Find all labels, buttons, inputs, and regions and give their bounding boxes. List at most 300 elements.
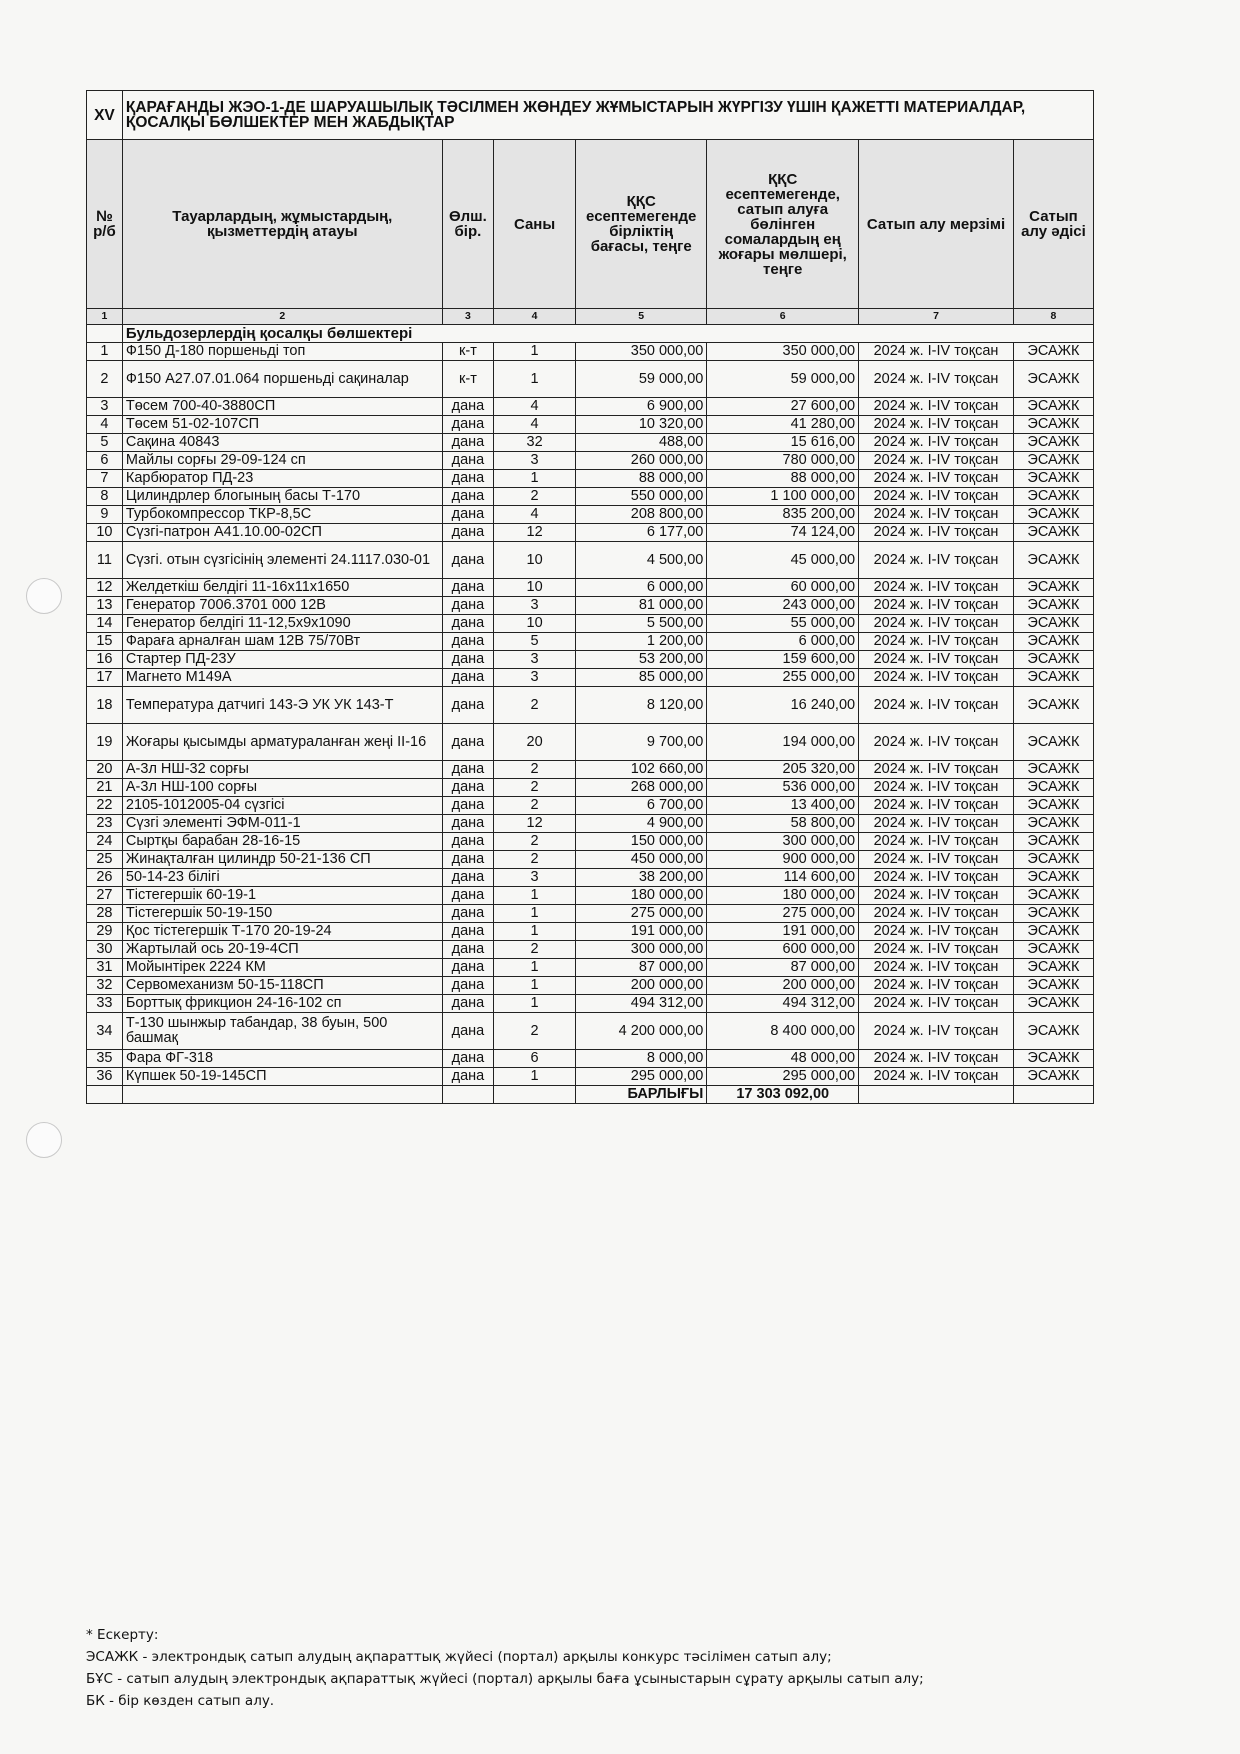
cell-no: 3 (87, 398, 123, 416)
cell-method: ЭСАЖК (1013, 724, 1093, 761)
cell-price: 300 000,00 (576, 941, 707, 959)
cell-qty: 3 (494, 869, 576, 887)
cell-price: 494 312,00 (576, 995, 707, 1013)
table-row (87, 615, 1094, 633)
cell-price: 88 000,00 (576, 470, 707, 488)
cell-name: Сервомеханизм 50-15-118СП (122, 977, 442, 995)
table-row (87, 416, 1094, 434)
cell-name: Фараға арналған шам 12В 75/70Вт (122, 633, 442, 651)
cell-price: 10 320,00 (576, 416, 707, 434)
cell-term: 2024 ж. I-IV тоқсан (859, 815, 1014, 833)
cell-qty: 1 (494, 343, 576, 361)
cell-name: Төсем 51-02-107СП (122, 416, 442, 434)
cell-no: 9 (87, 506, 123, 524)
punch-hole-bottom (26, 1122, 62, 1158)
cell-unit: дана (442, 833, 493, 851)
cell-no: 22 (87, 797, 123, 815)
cell-term: 2024 ж. I-IV тоқсан (859, 887, 1014, 905)
footnote-line: БК - бір көзден сатып алу. (86, 1693, 275, 1709)
cell-price: 81 000,00 (576, 597, 707, 615)
cell-no: 15 (87, 633, 123, 651)
cell-sum: 780 000,00 (707, 452, 859, 470)
cell-price: 38 200,00 (576, 869, 707, 887)
cell-qty: 1 (494, 959, 576, 977)
cell-price: 8 120,00 (576, 687, 707, 724)
cell-name: Турбокомпрессор ТКР-8,5С (122, 506, 442, 524)
table-row (87, 815, 1094, 833)
cell-sum: 45 000,00 (707, 542, 859, 579)
footnotes (86, 1624, 924, 1712)
cell-method: ЭСАЖК (1013, 488, 1093, 506)
cell-method: ЭСАЖК (1013, 343, 1093, 361)
cell-unit: дана (442, 687, 493, 724)
cell-sum: 243 000,00 (707, 597, 859, 615)
cell-sum: 536 000,00 (707, 779, 859, 797)
cell-name: Стартер ПД-23У (122, 651, 442, 669)
cell-term: 2024 ж. I-IV тоқсан (859, 597, 1014, 615)
cell-no: 30 (87, 941, 123, 959)
total-value: 17 303 092,00 (707, 1086, 859, 1104)
table-row (87, 833, 1094, 851)
cell-name: Жартылай ось 20-19-4СП (122, 941, 442, 959)
cell-unit: дана (442, 488, 493, 506)
cell-sum: 48 000,00 (707, 1050, 859, 1068)
cell-price: 4 500,00 (576, 542, 707, 579)
cell-no: 24 (87, 833, 123, 851)
cell-no: 32 (87, 977, 123, 995)
table-title: ҚАРАҒАНДЫ ЖЭО-1-ДЕ ШАРУАШЫЛЫҚ ТӘСІЛМЕН ЖӨНДЕУ ЖҰМЫСТАРЫН ЖҮРГІЗУ ҮШІН ҚАЖЕТТІ МАТЕРИАЛДАР, ҚОСАЛҚЫ БӨЛШЕКТЕР МЕН ЖАБДЫҚТАР (122, 91, 1093, 140)
cell-name: Фара ФГ-318 (122, 1050, 442, 1068)
cell-method: ЭСАЖК (1013, 1013, 1093, 1050)
cell-no: 6 (87, 452, 123, 470)
cell-term: 2024 ж. I-IV тоқсан (859, 434, 1014, 452)
total-label: БАРЛЫҒЫ (576, 1086, 707, 1104)
cell-qty: 2 (494, 488, 576, 506)
cell-sum: 255 000,00 (707, 669, 859, 687)
cell-method: ЭСАЖК (1013, 779, 1093, 797)
cell-method: ЭСАЖК (1013, 959, 1093, 977)
col-number: 2 (122, 309, 442, 325)
cell-price: 550 000,00 (576, 488, 707, 506)
cell-qty: 1 (494, 995, 576, 1013)
cell-term: 2024 ж. I-IV тоқсан (859, 398, 1014, 416)
cell-name: Т-130 шынжыр табандар, 38 буын, 500 башмақ (122, 1013, 442, 1050)
cell-qty: 2 (494, 833, 576, 851)
cell-method: ЭСАЖК (1013, 579, 1093, 597)
cell-method: ЭСАЖК (1013, 995, 1093, 1013)
cell-price: 59 000,00 (576, 361, 707, 398)
table-row (87, 651, 1094, 669)
table-row (87, 597, 1094, 615)
cell-no: 33 (87, 995, 123, 1013)
cell-sum: 16 240,00 (707, 687, 859, 724)
cell-qty: 2 (494, 687, 576, 724)
cell-no: 4 (87, 416, 123, 434)
cell-term: 2024 ж. I-IV тоқсан (859, 869, 1014, 887)
cell-name: Мойынтірек 2224 КМ (122, 959, 442, 977)
cell-term: 2024 ж. I-IV тоқсан (859, 851, 1014, 869)
cell-price: 295 000,00 (576, 1068, 707, 1086)
cell-no: 11 (87, 542, 123, 579)
cell-name: Сүзгі элементі ЭФМ-011-1 (122, 815, 442, 833)
cell-unit: дана (442, 669, 493, 687)
cell-qty: 3 (494, 651, 576, 669)
cell-unit: дана (442, 633, 493, 651)
cell-qty: 32 (494, 434, 576, 452)
cell-price: 275 000,00 (576, 905, 707, 923)
cell-qty: 10 (494, 615, 576, 633)
header-name: Тауарлардың, жұмыстардың, қызметтердің атауы (122, 140, 442, 309)
cell-qty: 12 (494, 524, 576, 542)
cell-no: 19 (87, 724, 123, 761)
cell-term: 2024 ж. I-IV тоқсан (859, 579, 1014, 597)
cell-sum: 1 100 000,00 (707, 488, 859, 506)
cell-method: ЭСАЖК (1013, 833, 1093, 851)
table-row (87, 470, 1094, 488)
cell-unit: дана (442, 779, 493, 797)
cell-no: 36 (87, 1068, 123, 1086)
col-number: 8 (1013, 309, 1093, 325)
cell-sum: 350 000,00 (707, 343, 859, 361)
cell-unit: дана (442, 506, 493, 524)
col-number: 1 (87, 309, 123, 325)
cell-unit: дана (442, 905, 493, 923)
cell-unit: дана (442, 1068, 493, 1086)
table-row (87, 633, 1094, 651)
cell-unit: дана (442, 597, 493, 615)
cell-price: 6 177,00 (576, 524, 707, 542)
cell-qty: 2 (494, 761, 576, 779)
cell-qty: 2 (494, 941, 576, 959)
cell-method: ЭСАЖК (1013, 633, 1093, 651)
cell-name: 2105-1012005-04 сүзгісі (122, 797, 442, 815)
cell-term: 2024 ж. I-IV тоқсан (859, 416, 1014, 434)
col-number: 5 (576, 309, 707, 325)
cell-term: 2024 ж. I-IV тоқсан (859, 833, 1014, 851)
section-title: Бульдозерлердің қосалқы бөлшектері (122, 325, 1093, 343)
table-row (87, 687, 1094, 724)
cell-no: 1 (87, 343, 123, 361)
cell-qty: 4 (494, 416, 576, 434)
cell-unit: дана (442, 869, 493, 887)
table-row (87, 488, 1094, 506)
cell-sum: 900 000,00 (707, 851, 859, 869)
cell-unit: дана (442, 923, 493, 941)
cell-sum: 6 000,00 (707, 633, 859, 651)
cell-unit: дана (442, 761, 493, 779)
cell-method: ЭСАЖК (1013, 905, 1093, 923)
cell-qty: 2 (494, 779, 576, 797)
cell-method: ЭСАЖК (1013, 597, 1093, 615)
cell-qty: 2 (494, 1013, 576, 1050)
table-row (87, 579, 1094, 597)
cell-name: Сүзгі-патрон А41.10.00-02СП (122, 524, 442, 542)
cell-sum: 159 600,00 (707, 651, 859, 669)
cell-no: 29 (87, 923, 123, 941)
cell-unit: дана (442, 398, 493, 416)
cell-qty: 3 (494, 452, 576, 470)
cell-no: 25 (87, 851, 123, 869)
cell-price: 488,00 (576, 434, 707, 452)
cell-name: Жинақталған цилиндр 50-21-136 СП (122, 851, 442, 869)
table-row (87, 361, 1094, 398)
header-term: Сатып алу мерзімі (859, 140, 1014, 309)
cell-sum: 205 320,00 (707, 761, 859, 779)
header-qty: Саны (494, 140, 576, 309)
header-method: Сатып алу әдісі (1013, 140, 1093, 309)
cell-method: ЭСАЖК (1013, 797, 1093, 815)
cell-unit: дана (442, 615, 493, 633)
cell-method: ЭСАЖК (1013, 506, 1093, 524)
table-row (87, 398, 1094, 416)
cell-name: Магнето М149А (122, 669, 442, 687)
cell-term: 2024 ж. I-IV тоқсан (859, 524, 1014, 542)
cell-name: Сүзгі. отын сүзгісінің элементі 24.1117.030-01 (122, 542, 442, 579)
cell-price: 4 900,00 (576, 815, 707, 833)
table-row (87, 923, 1094, 941)
cell-price: 150 000,00 (576, 833, 707, 851)
cell-no: 28 (87, 905, 123, 923)
cell-unit: дана (442, 1050, 493, 1068)
cell-no: 8 (87, 488, 123, 506)
cell-no: 18 (87, 687, 123, 724)
cell-price: 1 200,00 (576, 633, 707, 651)
cell-sum: 191 000,00 (707, 923, 859, 941)
cell-qty: 1 (494, 361, 576, 398)
cell-method: ЭСАЖК (1013, 651, 1093, 669)
cell-term: 2024 ж. I-IV тоқсан (859, 1050, 1014, 1068)
cell-method: ЭСАЖК (1013, 416, 1093, 434)
cell-name: Сыртқы барабан 28-16-15 (122, 833, 442, 851)
cell-term: 2024 ж. I-IV тоқсан (859, 669, 1014, 687)
cell-price: 102 660,00 (576, 761, 707, 779)
cell-unit: дана (442, 887, 493, 905)
cell-unit: дана (442, 416, 493, 434)
cell-qty: 10 (494, 579, 576, 597)
cell-sum: 87 000,00 (707, 959, 859, 977)
cell-no: 21 (87, 779, 123, 797)
table-row (87, 941, 1094, 959)
section-number: XV (87, 91, 123, 140)
cell-method: ЭСАЖК (1013, 851, 1093, 869)
cell-name: Ф150 А27.07.01.064 поршеньді сақиналар (122, 361, 442, 398)
cell-term: 2024 ж. I-IV тоқсан (859, 615, 1014, 633)
cell-method: ЭСАЖК (1013, 542, 1093, 579)
cell-price: 350 000,00 (576, 343, 707, 361)
cell-no: 5 (87, 434, 123, 452)
table-row (87, 869, 1094, 887)
cell-qty: 4 (494, 398, 576, 416)
cell-method: ЭСАЖК (1013, 615, 1093, 633)
cell-qty: 1 (494, 1068, 576, 1086)
cell-name: Қос тістегершік Т-170 20-19-24 (122, 923, 442, 941)
cell-sum: 74 124,00 (707, 524, 859, 542)
col-number: 6 (707, 309, 859, 325)
cell-term: 2024 ж. I-IV тоқсан (859, 470, 1014, 488)
cell-method: ЭСАЖК (1013, 941, 1093, 959)
cell-price: 9 700,00 (576, 724, 707, 761)
footnote-heading: * Ескерту: (86, 1627, 159, 1643)
cell-name: Желдеткіш белдігі 11-16х11х1650 (122, 579, 442, 597)
cell-sum: 15 616,00 (707, 434, 859, 452)
cell-unit: дана (442, 797, 493, 815)
cell-unit: дана (442, 452, 493, 470)
cell-sum: 600 000,00 (707, 941, 859, 959)
cell-method: ЭСАЖК (1013, 524, 1093, 542)
cell-no: 31 (87, 959, 123, 977)
cell-qty: 1 (494, 887, 576, 905)
cell-name: 50-14-23 білігі (122, 869, 442, 887)
cell-price: 8 000,00 (576, 1050, 707, 1068)
materials-table (86, 90, 1094, 1104)
cell-method: ЭСАЖК (1013, 669, 1093, 687)
cell-price: 53 200,00 (576, 651, 707, 669)
cell-unit: дана (442, 1013, 493, 1050)
cell-no: 14 (87, 615, 123, 633)
cell-unit: дана (442, 959, 493, 977)
cell-term: 2024 ж. I-IV тоқсан (859, 923, 1014, 941)
table-row (87, 542, 1094, 579)
cell-unit: дана (442, 579, 493, 597)
table-row (87, 452, 1094, 470)
cell-term: 2024 ж. I-IV тоқсан (859, 959, 1014, 977)
table-row (87, 887, 1094, 905)
cell-qty: 3 (494, 669, 576, 687)
cell-qty: 1 (494, 470, 576, 488)
table-row (87, 995, 1094, 1013)
cell-no: 13 (87, 597, 123, 615)
cell-sum: 194 000,00 (707, 724, 859, 761)
cell-no: 17 (87, 669, 123, 687)
cell-sum: 180 000,00 (707, 887, 859, 905)
cell-price: 5 500,00 (576, 615, 707, 633)
cell-name: Карбюратор ПД-23 (122, 470, 442, 488)
table-row (87, 797, 1094, 815)
cell-term: 2024 ж. I-IV тоқсан (859, 633, 1014, 651)
cell-sum: 55 000,00 (707, 615, 859, 633)
cell-method: ЭСАЖК (1013, 977, 1093, 995)
cell-sum: 88 000,00 (707, 470, 859, 488)
cell-method: ЭСАЖК (1013, 761, 1093, 779)
col-number: 3 (442, 309, 493, 325)
cell-name: Ф150 Д-180 поршеньді топ (122, 343, 442, 361)
cell-term: 2024 ж. I-IV тоқсан (859, 361, 1014, 398)
table-row (87, 779, 1094, 797)
cell-name: А-3л НШ-32 сорғы (122, 761, 442, 779)
cell-price: 208 800,00 (576, 506, 707, 524)
cell-term: 2024 ж. I-IV тоқсан (859, 687, 1014, 724)
table-title-row (87, 91, 1094, 140)
cell-sum: 300 000,00 (707, 833, 859, 851)
cell-sum: 494 312,00 (707, 995, 859, 1013)
cell-method: ЭСАЖК (1013, 470, 1093, 488)
cell-sum: 60 000,00 (707, 579, 859, 597)
cell-sum: 275 000,00 (707, 905, 859, 923)
cell-no: 7 (87, 470, 123, 488)
cell-price: 268 000,00 (576, 779, 707, 797)
footnote-line: ЭСАЖК - электрондық сатып алудың ақпараттық жүйесі (портал) арқылы конкурс тәсілімен сатып алу; (86, 1649, 832, 1665)
cell-name: Тістегершік 50-19-150 (122, 905, 442, 923)
cell-method: ЭСАЖК (1013, 434, 1093, 452)
cell-method: ЭСАЖК (1013, 923, 1093, 941)
cell-no: 20 (87, 761, 123, 779)
cell-unit: дана (442, 470, 493, 488)
cell-term: 2024 ж. I-IV тоқсан (859, 995, 1014, 1013)
cell-term: 2024 ж. I-IV тоқсан (859, 542, 1014, 579)
cell-sum: 41 280,00 (707, 416, 859, 434)
cell-unit: дана (442, 542, 493, 579)
cell-price: 180 000,00 (576, 887, 707, 905)
table-row (87, 724, 1094, 761)
cell-method: ЭСАЖК (1013, 687, 1093, 724)
cell-no: 12 (87, 579, 123, 597)
cell-term: 2024 ж. I-IV тоқсан (859, 977, 1014, 995)
table-row (87, 761, 1094, 779)
cell-no: 34 (87, 1013, 123, 1050)
table-row (87, 851, 1094, 869)
cell-no: 35 (87, 1050, 123, 1068)
cell-term: 2024 ж. I-IV тоқсан (859, 343, 1014, 361)
cell-name: Майлы сорғы 29-09-124 сп (122, 452, 442, 470)
table-row (87, 977, 1094, 995)
table-row (87, 506, 1094, 524)
cell-method: ЭСАЖК (1013, 398, 1093, 416)
cell-qty: 3 (494, 597, 576, 615)
header-unit: Өлш. бір. (442, 140, 493, 309)
col-number: 4 (494, 309, 576, 325)
cell-term: 2024 ж. I-IV тоқсан (859, 506, 1014, 524)
cell-no: 23 (87, 815, 123, 833)
cell-price: 6 000,00 (576, 579, 707, 597)
table-row (87, 1068, 1094, 1086)
cell-no: 2 (87, 361, 123, 398)
header-sum: ҚҚС есептемегенде, сатып алуға бөлінген сомалардың ең жоғары мөлшері, теңге (707, 140, 859, 309)
table-row (87, 1050, 1094, 1068)
table-row (87, 905, 1094, 923)
table-row (87, 669, 1094, 687)
cell-qty: 5 (494, 633, 576, 651)
cell-term: 2024 ж. I-IV тоқсан (859, 488, 1014, 506)
cell-term: 2024 ж. I-IV тоқсан (859, 651, 1014, 669)
cell-method: ЭСАЖК (1013, 815, 1093, 833)
cell-unit: дана (442, 977, 493, 995)
table-row (87, 434, 1094, 452)
cell-unit: дана (442, 651, 493, 669)
cell-term: 2024 ж. I-IV тоқсан (859, 941, 1014, 959)
cell-unit: дана (442, 815, 493, 833)
header-no: № р/б (87, 140, 123, 309)
section-row (87, 325, 1094, 343)
cell-method: ЭСАЖК (1013, 1068, 1093, 1086)
cell-term: 2024 ж. I-IV тоқсан (859, 1068, 1014, 1086)
cell-term: 2024 ж. I-IV тоқсан (859, 761, 1014, 779)
cell-no: 27 (87, 887, 123, 905)
cell-sum: 13 400,00 (707, 797, 859, 815)
cell-unit: дана (442, 524, 493, 542)
cell-name: Сақина 40843 (122, 434, 442, 452)
cell-qty: 6 (494, 1050, 576, 1068)
cell-qty: 12 (494, 815, 576, 833)
cell-price: 191 000,00 (576, 923, 707, 941)
cell-term: 2024 ж. I-IV тоқсан (859, 452, 1014, 470)
cell-name: А-3л НШ-100 сорғы (122, 779, 442, 797)
cell-qty: 2 (494, 851, 576, 869)
cell-sum: 835 200,00 (707, 506, 859, 524)
table-row (87, 343, 1094, 361)
cell-unit: дана (442, 941, 493, 959)
cell-price: 200 000,00 (576, 977, 707, 995)
cell-method: ЭСАЖК (1013, 869, 1093, 887)
